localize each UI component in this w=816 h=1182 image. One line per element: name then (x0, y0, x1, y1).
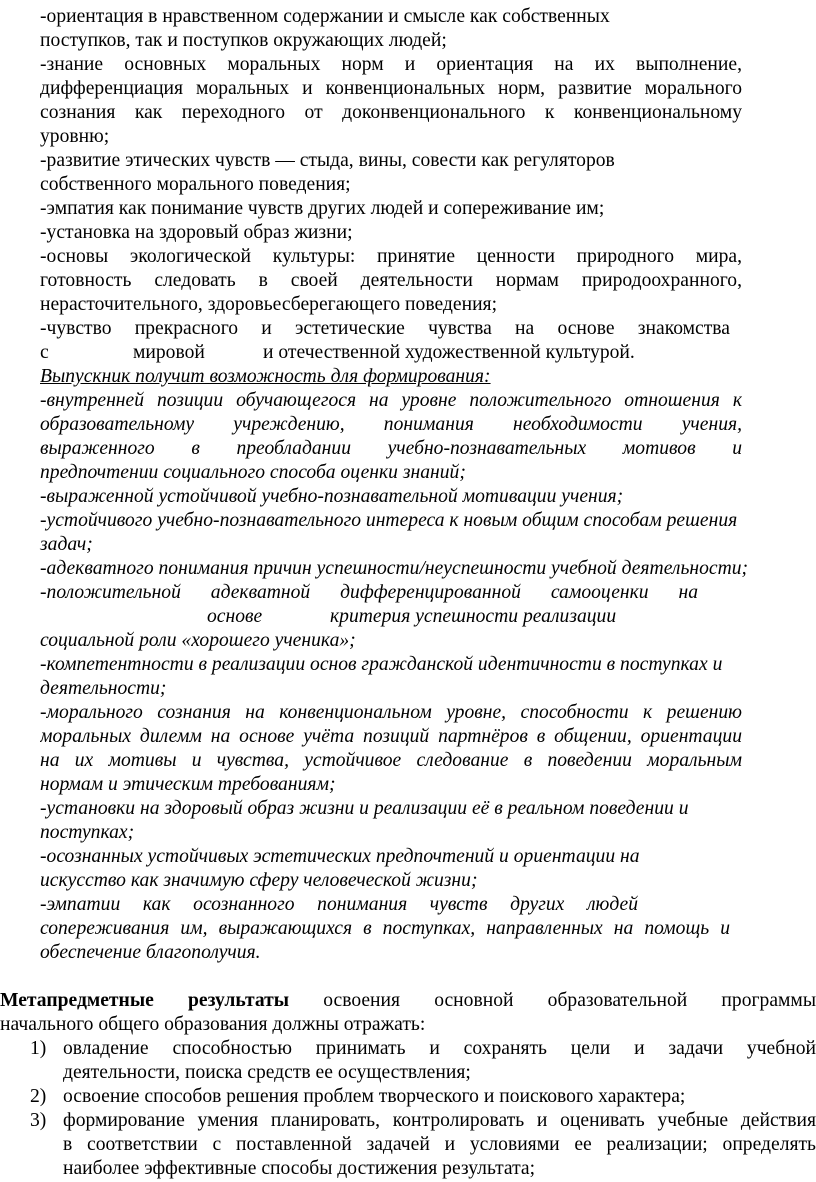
list-item-text: освоение способов решения проблем творческого и поискового характера; (63, 1086, 686, 1107)
list-item-number: 2) (30, 1086, 47, 1107)
text-line: мировой (133, 342, 205, 363)
text-line: искусство как значимую сферу человеческой жизни; (40, 870, 478, 891)
meta-heading-rest: освоения основной образовательной программы (323, 990, 816, 1011)
text-line: -адекватного понимания причин успешности/неуспешности учебной деятельности; (40, 558, 749, 579)
text-line: -выраженной устойчивой учебно-познавательной мотивации учения; (40, 486, 624, 507)
text-line: готовность следовать в своей деятельности нормам природоохранного, (40, 270, 742, 291)
text-line: сопереживания им, выражающихся в поступках, направленных на помощь и (40, 918, 730, 939)
text-line: -развитие этических чувств — стыда, вины, совести как регуляторов (40, 150, 615, 171)
text-line: с (40, 342, 49, 363)
text-line: моральных дилемм на основе учёта позиций партнёров в общении, ориентации (40, 726, 742, 747)
meta-heading-line2: начального общего образования должны отражать: (0, 1014, 426, 1035)
text-line: -осознанных устойчивых эстетических предпочтений и ориентации на (40, 846, 640, 867)
list-item-number: 3) (30, 1110, 47, 1131)
text-line: нерасточительного, здоровьесберегающего поведения; (40, 294, 498, 315)
text-line: сознания как переходного от доконвенционального к конвенциональному (40, 102, 742, 123)
text-line: дифференциация моральных и конвенциональных норм, развитие морального (40, 78, 742, 99)
text-line: -установка на здоровый образ жизни; (40, 222, 353, 243)
text-line: поступках; (40, 822, 135, 843)
meta-heading-line (0, 989, 816, 1013)
text-line: на их мотивы и чувства, устойчивое следование в поведении моральным (40, 750, 742, 771)
text-line: предпочтении социального способа оценки знаний; (40, 462, 466, 483)
list-item-text: в соответствии с поставленной задачей и условиями ее реализации; определять (63, 1134, 816, 1155)
text-line: образовательному учреждению, понимания необходимости учения, (40, 414, 742, 435)
text-line: и отечественной художественной культурой. (263, 342, 635, 363)
text-line: обеспечение благополучия. (40, 942, 261, 963)
list-item-number: 1) (30, 1038, 47, 1059)
section-heading: Выпускник получит возможность для формирования: (40, 366, 491, 387)
text-line: -положительной адекватной дифференцированной самооценки на (40, 582, 698, 603)
text-line: критерия успешности реализации (330, 606, 617, 627)
text-line: основе (207, 606, 263, 627)
text-line: -чувство прекрасного и эстетические чувства на основе знакомства (40, 318, 730, 339)
text-line: -внутренней позиции обучающегося на уровне положительного отношения к (40, 390, 742, 411)
text-line: -установки на здоровый образ жизни и реализации её в реальном поведении и (40, 798, 689, 819)
text-line: -эмпатия как понимание чувств других людей и сопереживание им; (40, 198, 605, 219)
text-line: -ориентация в нравственном содержании и смысле как собственных (40, 6, 610, 27)
text-line: задач; (40, 534, 93, 555)
text-line: -основы экологической культуры: принятие ценности природного мира, (40, 246, 742, 267)
text-line: -компетентности в реализации основ гражданской идентичности в поступках и (40, 654, 723, 675)
text-line: -эмпатии как осознанного понимания чувств других людей (40, 894, 638, 915)
list-item-text: формирование умения планировать, контролировать и оценивать учебные действия (63, 1110, 816, 1131)
text-line: нормам и этическим требованиям; (40, 774, 336, 795)
list-item-text: овладение способностью принимать и сохранять цели и задачи учебной (63, 1038, 816, 1059)
text-line: собственного морального поведения; (40, 174, 351, 195)
list-item-text: наиболее эффективные способы достижения результата; (63, 1158, 536, 1179)
text-line: социальной роли «хорошего ученика»; (40, 630, 356, 651)
text-line: поступков, так и поступков окружающих людей; (40, 30, 447, 51)
text-line: -знание основных моральных норм и ориентация на их выполнение, (40, 54, 742, 75)
text-line: выраженного в преобладании учебно-познавательных мотивов и (40, 438, 742, 459)
text-line: деятельности; (40, 678, 167, 699)
text-line: уровню; (40, 126, 110, 147)
list-item-text: деятельности, поиска средств ее осуществления; (63, 1062, 471, 1083)
meta-heading-bold: Метапредметные результаты (0, 990, 290, 1011)
text-line: -устойчивого учебно-познавательного интереса к новым общим способам решения (40, 510, 738, 531)
text-line: -морального сознания на конвенциональном уровне, способности к решению (40, 702, 742, 723)
